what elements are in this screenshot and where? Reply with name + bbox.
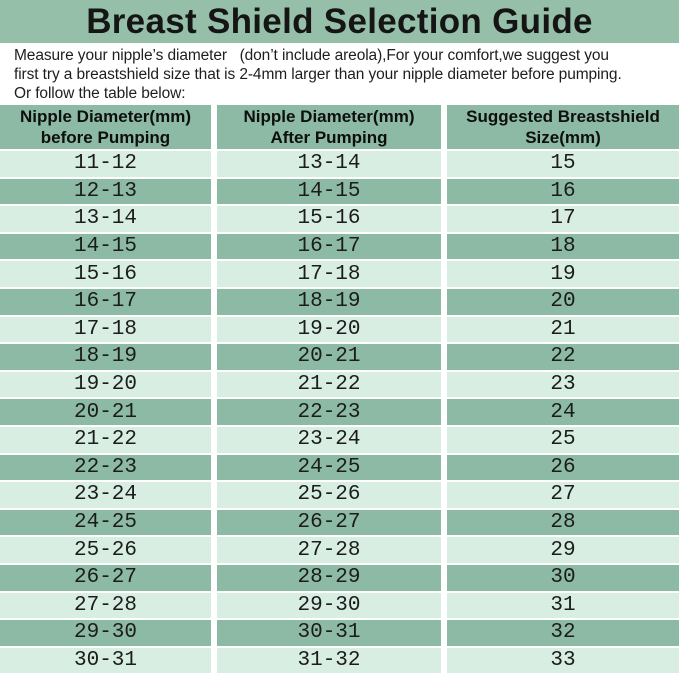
cell-suggested-size: 19 (447, 261, 679, 287)
cell-diameter-before: 16-17 (0, 289, 211, 315)
cell-diameter-before: 19-20 (0, 372, 211, 398)
intro-line-1: Measure your nipple’s diameter (don’t include areola),For your comfort,we suggest you (14, 47, 609, 64)
cell-diameter-before: 15-16 (0, 261, 211, 287)
cell-diameter-after: 26-27 (217, 510, 441, 536)
cell-suggested-size: 23 (447, 372, 679, 398)
cell-diameter-after: 27-28 (217, 537, 441, 563)
cell-diameter-after: 19-20 (217, 317, 441, 343)
cell-diameter-before: 24-25 (0, 510, 211, 536)
cell-suggested-size: 25 (447, 427, 679, 453)
title-band (0, 0, 679, 43)
cell-diameter-after: 14-15 (217, 179, 441, 205)
header-col-suggested-size (447, 105, 679, 149)
header-line: Suggested Breastshield (466, 107, 660, 126)
cell-diameter-after: 31-32 (217, 648, 441, 674)
cell-suggested-size: 27 (447, 482, 679, 508)
cell-suggested-size: 16 (447, 179, 679, 205)
cell-diameter-after: 22-23 (217, 399, 441, 425)
header-col-after-pumping (217, 105, 441, 149)
cell-diameter-before: 21-22 (0, 427, 211, 453)
cell-suggested-size: 18 (447, 234, 679, 260)
header-col-before-pumping (0, 105, 211, 149)
selection-table (0, 105, 679, 673)
cell-diameter-after: 16-17 (217, 234, 441, 260)
cell-diameter-before: 22-23 (0, 455, 211, 481)
cell-suggested-size: 22 (447, 344, 679, 370)
cell-suggested-size: 30 (447, 565, 679, 591)
cell-diameter-after: 24-25 (217, 455, 441, 481)
cell-diameter-before: 11-12 (0, 151, 211, 177)
cell-diameter-before: 27-28 (0, 593, 211, 619)
cell-suggested-size: 26 (447, 455, 679, 481)
cell-suggested-size: 32 (447, 620, 679, 646)
cell-diameter-before: 17-18 (0, 317, 211, 343)
cell-suggested-size: 21 (447, 317, 679, 343)
cell-diameter-before: 12-13 (0, 179, 211, 205)
cell-suggested-size: 29 (447, 537, 679, 563)
cell-diameter-before: 23-24 (0, 482, 211, 508)
cell-diameter-after: 28-29 (217, 565, 441, 591)
cell-suggested-size: 17 (447, 206, 679, 232)
cell-diameter-after: 23-24 (217, 427, 441, 453)
cell-diameter-before: 20-21 (0, 399, 211, 425)
header-line: before Pumping (40, 128, 171, 147)
cell-diameter-after: 18-19 (217, 289, 441, 315)
cell-diameter-after: 13-14 (217, 151, 441, 177)
page-title: Breast Shield Selection Guide (86, 1, 593, 41)
cell-diameter-before: 26-27 (0, 565, 211, 591)
cell-suggested-size: 24 (447, 399, 679, 425)
header-line: Nipple Diameter(mm) (20, 107, 191, 126)
cell-suggested-size: 33 (447, 648, 679, 674)
cell-diameter-after: 29-30 (217, 593, 441, 619)
cell-diameter-after: 25-26 (217, 482, 441, 508)
header-line: Nipple Diameter(mm) (243, 107, 415, 126)
cell-diameter-before: 13-14 (0, 206, 211, 232)
cell-suggested-size: 28 (447, 510, 679, 536)
header-line: Size(mm) (525, 128, 601, 147)
cell-diameter-before: 29-30 (0, 620, 211, 646)
intro-paragraph (0, 43, 679, 105)
cell-diameter-before: 25-26 (0, 537, 211, 563)
cell-diameter-after: 20-21 (217, 344, 441, 370)
cell-diameter-after: 17-18 (217, 261, 441, 287)
cell-diameter-after: 15-16 (217, 206, 441, 232)
intro-line-2: first try a breastshield size that is 2-4mm larger than your nipple diameter before pumping. (14, 66, 622, 83)
cell-diameter-before: 30-31 (0, 648, 211, 674)
cell-diameter-after: 21-22 (217, 372, 441, 398)
cell-suggested-size: 15 (447, 151, 679, 177)
intro-line-3: Or follow the table below: (14, 85, 186, 102)
cell-suggested-size: 20 (447, 289, 679, 315)
header-line: After Pumping (270, 128, 388, 147)
cell-suggested-size: 31 (447, 593, 679, 619)
cell-diameter-before: 18-19 (0, 344, 211, 370)
cell-diameter-before: 14-15 (0, 234, 211, 260)
cell-diameter-after: 30-31 (217, 620, 441, 646)
